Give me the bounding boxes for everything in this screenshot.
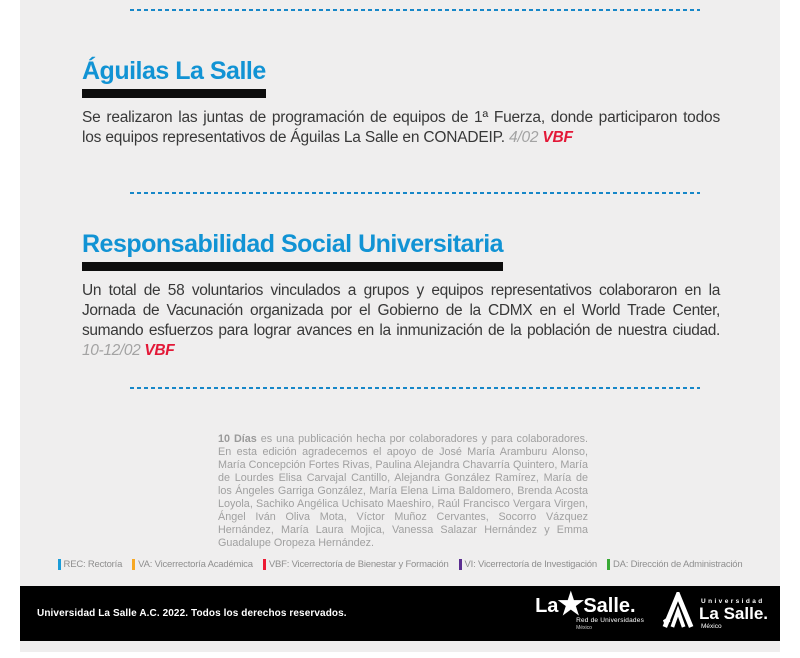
event-date: 10-12/02 [82,342,141,359]
legend-color-bar [263,559,266,570]
logo-university-name: La Salle. [699,603,768,623]
legend-label: VI: Vicerrectoría de Investigación [464,559,597,570]
legend-item-va [132,559,253,570]
star-icon: ★ [557,588,585,621]
legend-item-da [607,559,743,570]
section-divider [130,387,700,389]
logo-network-subtitle: Red de Universidades [576,617,645,624]
legend-label: VBF: Vicerrectoría de Bienestar y Formación [268,559,449,570]
department-legend [20,559,780,570]
section-divider [130,9,700,11]
section-title-underline [82,262,503,271]
publication-name: 10 Días [218,433,257,445]
section-divider [130,192,700,194]
legend-color-bar [132,559,135,570]
credits-paragraph [218,433,588,550]
section-aguilas-heading [82,56,266,98]
logo-university-top: Universidad [701,597,765,605]
logo-word-la: La [535,595,559,617]
legend-item-vi [459,559,597,570]
legend-color-bar [607,559,610,570]
department-tag: VBF [144,342,175,359]
logo-word-salle: Salle. [583,595,636,617]
footer-logos [535,588,768,635]
footer-bar [20,586,780,641]
legend-label: REC: Rectoría [63,559,123,570]
legend-label: VA: Vicerrectoría Académica [138,559,253,570]
lasalle-university-wordmark [699,598,768,630]
credits-text: es una publicación hecha por colaboradores y para colaboradores. En esta edición agradecemos el apoyo de José María Aramburu Alonso, María Concepción Fortes Rivas, Paulina Alejandra Chavarría Quintero, María de Lourdes Elisa Carvajal Cantillo, Alejandra González Ramírez, María de los Ángeles Garriga González, María Elena Lima Baldomero, Brenda Acosta Loyola, Sachiko Angélica Uchisato Maeshiro, Raúl Francisco Vergara Virgen, Ángel Iván Oliva Mota, Víctor Muñoz Cervantes, Socorro Vázquez Hernández, María Laura Mojica, Vanessa Salazar Hernández y Emma Guadalupe Oropeza Hernández. [218,433,588,549]
logo-university-country: México [701,622,722,630]
department-tag: VBF [542,129,573,146]
legend-item-vbf [263,559,449,570]
section-rsu-heading [82,229,503,271]
legend-item-rec [58,559,123,570]
legend-color-bar [459,559,462,570]
lasalle-university-logo [662,592,768,635]
logo-network-country: México [576,625,592,631]
copyright-text: Universidad La Salle A.C. 2022. Todos los derechos reservados. [37,608,347,619]
section-body-text: Se realizaron las juntas de programación de equipos de 1ª Fuerza, donde participaron todos los equipos representativos de Águilas La Salle en CONADEIP. [82,109,720,146]
lasalle-network-logo [535,588,645,631]
section-title: Águilas La Salle [82,57,266,85]
section-title: Responsabilidad Social Universitaria [82,230,504,258]
lasalle-shield-icon [662,592,694,635]
event-date: 4/02 [508,129,539,146]
section-body-text: Un total de 58 voluntarios vinculados a grupos y equipos representativos colaboraron en la Jornada de Vacunación organizada por el Gobierno de la CDMX en el World Trade Center, sumando esfuerzos para lograr avances en la inmunización de la población de nuestra ciudad. [82,282,720,339]
section-body [82,108,720,148]
section-body [82,281,720,361]
legend-color-bar [58,559,61,570]
legend-label: DA: Dirección de Administración [612,559,743,570]
newsletter-page-panel [20,0,780,652]
section-title-underline [82,89,266,98]
